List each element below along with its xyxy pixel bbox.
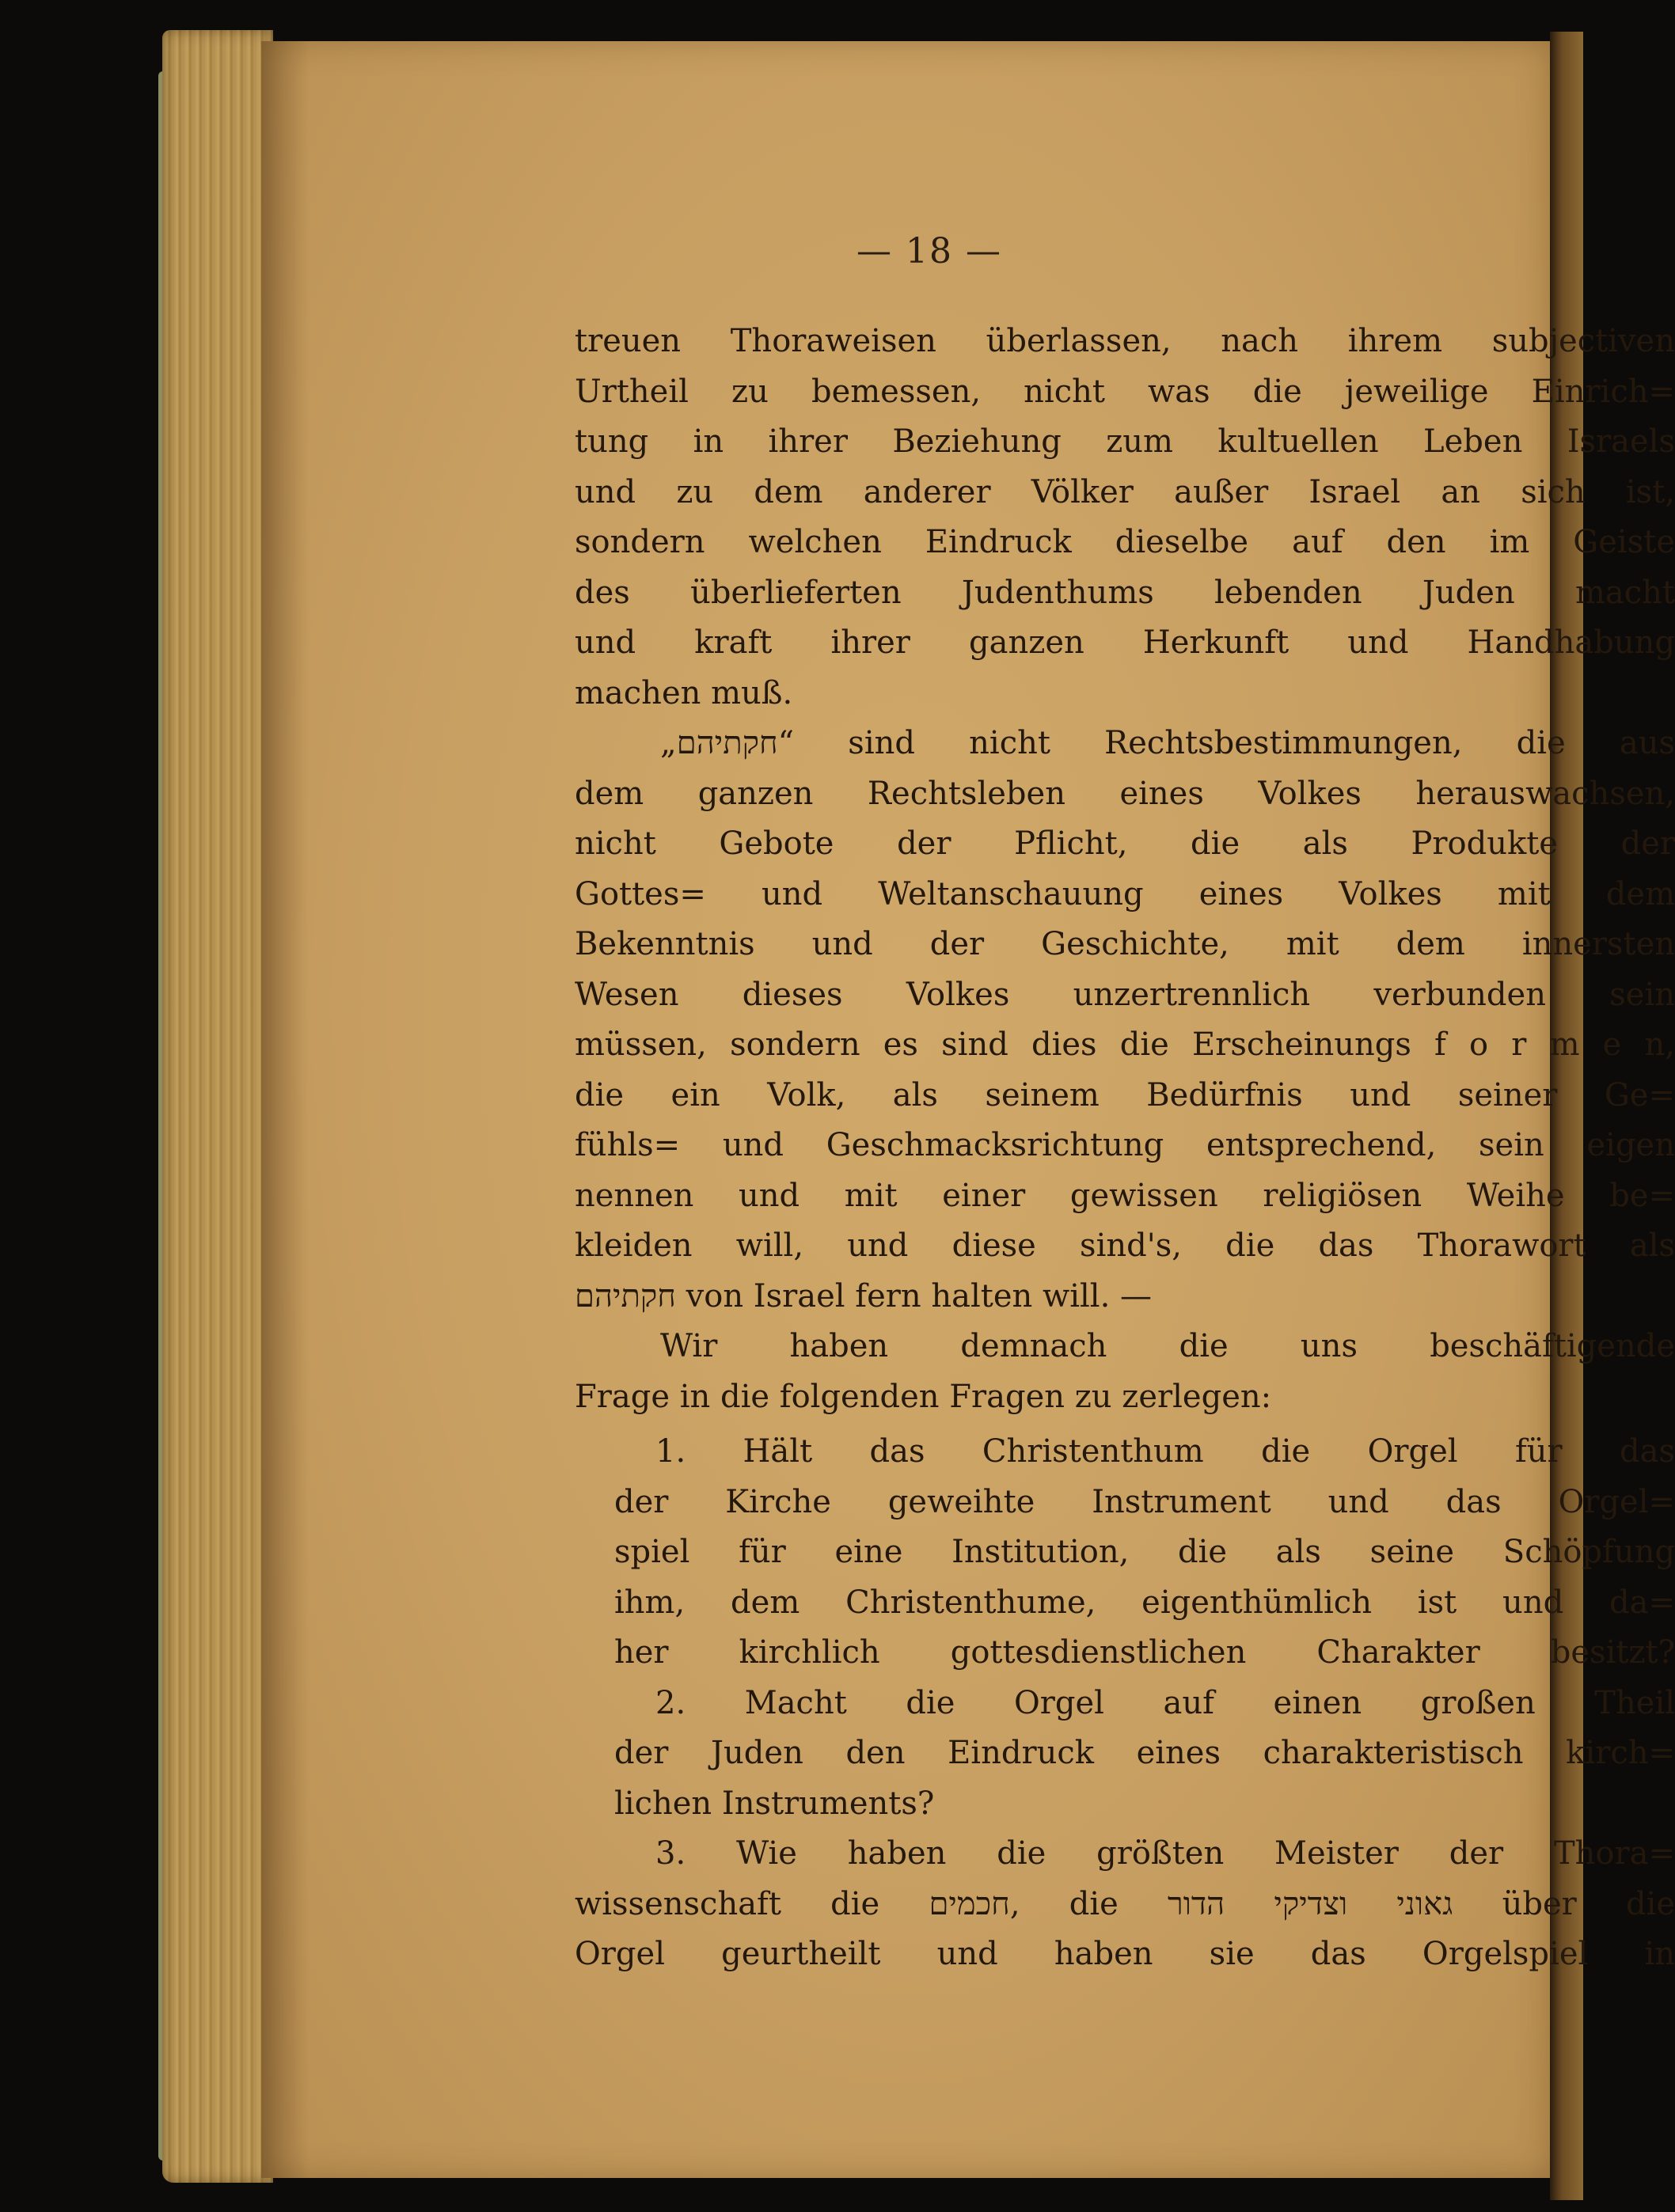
text-line: spiel für eine Institution, die als seine Schöpfung (614, 1534, 1675, 1570)
page-body (575, 317, 1675, 1980)
text-line: treuen Thoraweisen überlassen, nach ihrem subjectiven (575, 323, 1675, 359)
text-line: wissenschaft die חכמים, die גאוני וצדיקי הדור über die (575, 1885, 1675, 1922)
text-line: Wir haben demnach die uns beschäftigende (660, 1328, 1675, 1364)
list-item-3: 3. Wie haben die größten Meister der Thora= (655, 1835, 1675, 1872)
text-line: die ein Volk, als seinem Bedürfnis und seiner Ge= (575, 1076, 1675, 1114)
text-line: sondern welchen Eindruck dieselbe auf den im Geiste (575, 524, 1675, 560)
text-line: ihm, dem Christenthume, eigenthümlich ist und da= (614, 1584, 1675, 1621)
gutter-shadow (261, 41, 309, 2178)
text-line: her kirchlich gottesdienstlichen Charakter besitzt? (614, 1634, 1675, 1671)
text-line: nicht Gebote der Pflicht, die als Produkte der (575, 825, 1675, 862)
text-line: Frage in die folgenden Fragen zu zerlegen: (575, 1378, 1272, 1415)
text-line: Orgel geurtheilt und haben sie das Orgelspiel in (575, 1936, 1675, 1972)
text-line: machen muß. (575, 674, 793, 711)
page-stack-edges (162, 30, 273, 2183)
text-line: lichen Instruments? (614, 1785, 935, 1822)
text-line: nennen und mit einer gewissen religiösen Weihe be= (575, 1177, 1675, 1214)
text-line: des überlieferten Judenthums lebenden Juden macht (575, 574, 1675, 611)
text-line: und kraft ihrer ganzen Herkunft und Handhabung (575, 624, 1675, 661)
text-line: חקתיהם von Israel fern halten will. — (575, 1277, 1153, 1315)
text-line: Wesen dieses Volkes unzertrennlich verbunden sein (575, 976, 1675, 1013)
text-line: kleiden will, und diese sind's, die das Thorawort als (575, 1227, 1675, 1264)
text-line: fühls= und Geschmacksrichtung entsprechend, sein eigen (575, 1127, 1675, 1163)
list-item-1: 1. Hält das Christenthum die Orgel für das (655, 1433, 1675, 1470)
list-item-2: 2. Macht die Orgel auf einen großen Theil (655, 1684, 1675, 1721)
text-line: Gottes= und Weltanschauung eines Volkes mit dem (575, 875, 1675, 912)
text-line: „חקתיהם“ sind nicht Rechtsbestimmungen, die aus (660, 725, 1675, 761)
page-number: — 18 — (856, 231, 1002, 271)
text-line: Urtheil zu bemessen, nicht was die jeweilige Einrich= (575, 373, 1675, 410)
text-line: der Juden den Eindruck eines charakteristisch kirch= (614, 1735, 1675, 1771)
text-line: Bekenntnis und der Geschichte, mit dem innersten (575, 926, 1675, 962)
book-page (261, 41, 1675, 2178)
text-line: und zu dem anderer Völker außer Israel an sich ist, (575, 473, 1675, 510)
text-line: der Kirche geweihte Instrument und das Orgel= (614, 1483, 1675, 1520)
text-line: tung in ihrer Beziehung zum kultuellen Leben Israels (575, 423, 1675, 460)
text-line: müssen, sondern es sind dies die Erscheinungs f o r m e n, (575, 1026, 1675, 1063)
text-line: dem ganzen Rechtsleben eines Volkes herauswachsen, (575, 775, 1675, 812)
